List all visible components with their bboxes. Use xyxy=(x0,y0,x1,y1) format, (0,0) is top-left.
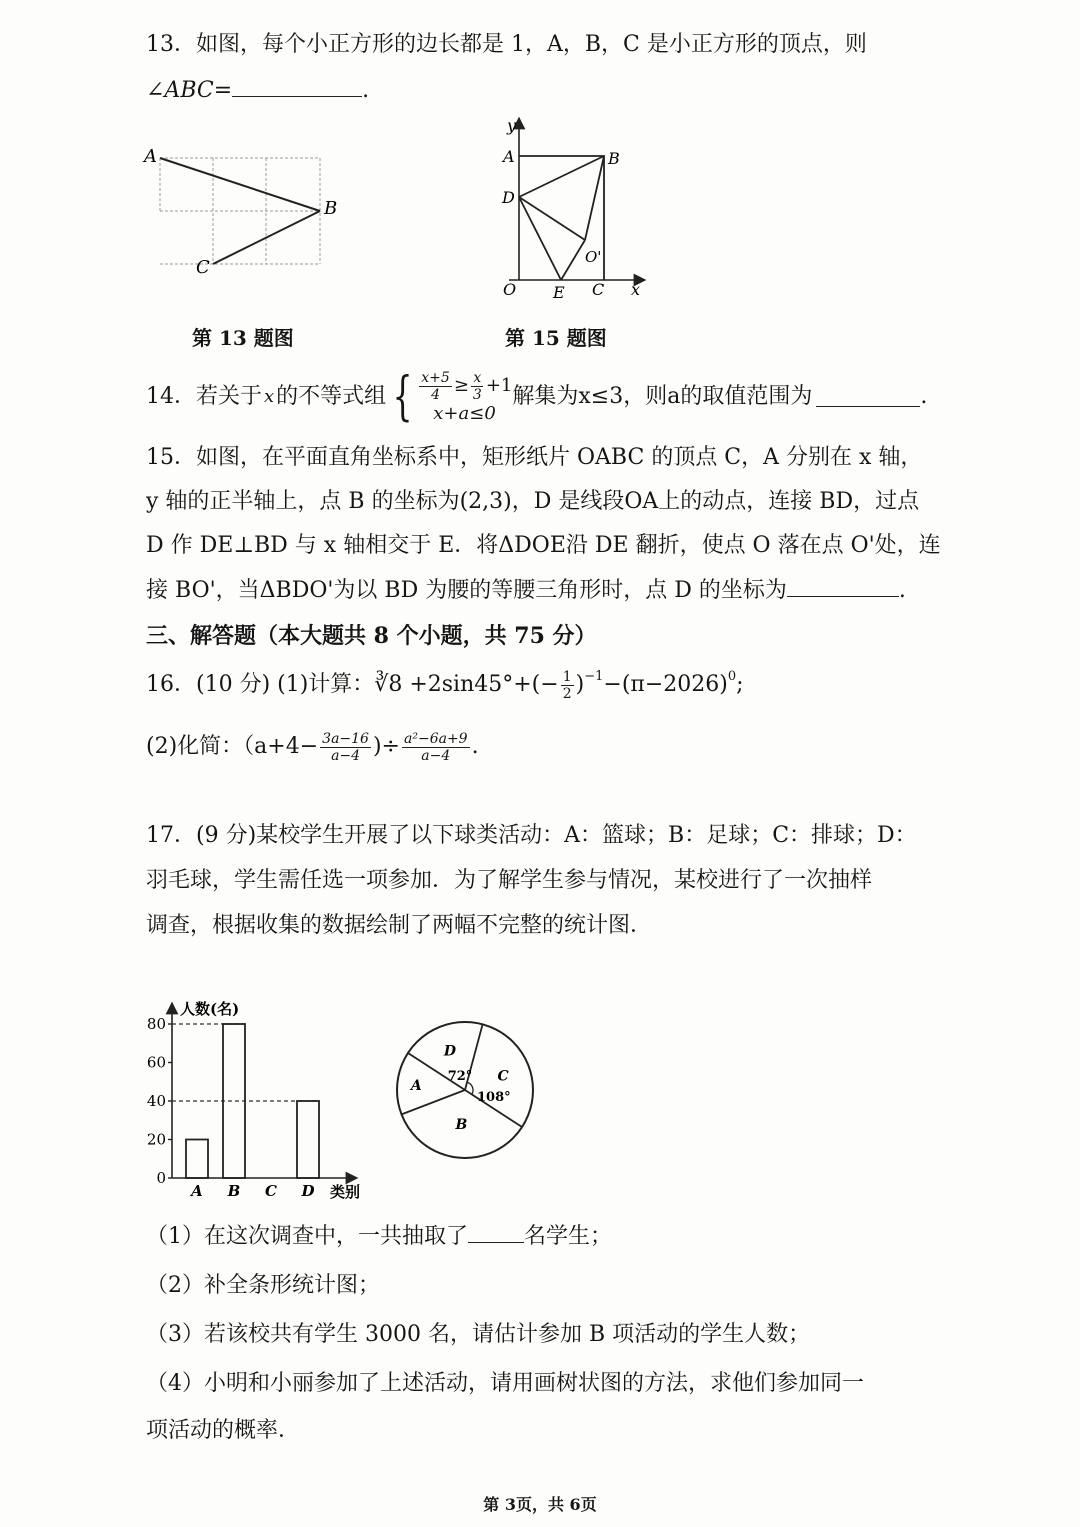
q16-part2-prefix: (2)化简：（a+4− xyxy=(146,734,319,759)
fig13-caption: 第 13 题图 xyxy=(192,326,294,350)
fig15-caption: 第 15 题图 xyxy=(505,326,607,350)
q17-line3: 调查，根据收集的数据绘制了两幅不完整的统计图． xyxy=(146,913,653,938)
figure-15 xyxy=(495,115,655,305)
fig15-label-b: B xyxy=(608,149,620,168)
pie-angle-label-d: 72° xyxy=(447,1069,473,1084)
bar-y-tick-label: 0 xyxy=(156,1169,166,1187)
q16-part2 xyxy=(146,726,479,768)
fig15-label-e: E xyxy=(553,283,565,302)
bar-y-label: 人数(名) xyxy=(180,1000,240,1018)
q14-ge: ≥ xyxy=(453,375,469,396)
bar-y-tick-label: 40 xyxy=(146,1092,166,1110)
q17-sub1-prefix: （1）在这次调查中，一共抽取了 xyxy=(146,1224,468,1249)
q13-line1: 13．如图，每个小正方形的边长都是 1，A，B，C 是小正方形的顶点，则 xyxy=(146,32,867,57)
figure-13 xyxy=(140,140,350,280)
q16-part2-frac1 xyxy=(320,731,371,764)
q14-end: . xyxy=(920,384,928,409)
q17-line1: 17．(9 分)某校学生开展了以下球类活动：A：篮球；B：足球；C：排球；D： xyxy=(146,823,917,848)
fig15-label-y: y xyxy=(507,116,517,135)
fig13-segment-ab xyxy=(160,158,320,211)
q15-answer-blank[interactable] xyxy=(787,578,899,597)
q16-part1-expr-a: ∛8 +2sin45°+(− xyxy=(374,672,559,697)
q16-part1-exp2: 0 xyxy=(727,669,737,684)
q15-line1: 15．如图，在平面直角坐标系中，矩形纸片 OABC 的顶点 C，A 分别在 x 轴， xyxy=(146,445,923,470)
bar-chart xyxy=(130,990,380,1205)
fig15-label-o-prime: O' xyxy=(585,248,602,266)
q14-frac1 xyxy=(419,370,452,403)
page-footer: 第 3页，共 6页 xyxy=(483,1495,597,1514)
q16-part2-frac1-num: 3a−16 xyxy=(322,730,369,747)
q17-sub1-blank[interactable] xyxy=(468,1224,524,1243)
q16-part1-exp: −1 xyxy=(584,669,604,684)
q13-answer-blank[interactable] xyxy=(232,78,362,97)
q14-frac2-den: 3 xyxy=(472,386,482,403)
fig15-segment-de xyxy=(519,197,561,280)
q17-sub3: （3）若该校共有学生 3000 名，请估计参加 B 项活动的学生人数； xyxy=(146,1322,811,1347)
q14-row2: x+a≤0 xyxy=(433,402,496,424)
q16-part2-mid: )÷ xyxy=(372,734,400,759)
q14-frac1-num: x+5 xyxy=(421,369,450,386)
fig13-label-a: A xyxy=(144,146,157,167)
bar-category-label: B xyxy=(227,1182,241,1200)
fig15-label-x: x xyxy=(631,280,641,299)
q16-part1-prefix: 16．(10 分) (1)计算： xyxy=(146,672,375,697)
fig15-segment-bo-prime xyxy=(585,156,604,240)
q17-sub4-line1: （4）小明和小丽参加了上述活动，请用画树状图的方法，求他们参加同一 xyxy=(146,1371,864,1396)
q14-after: 解集为x≤3，则a的取值范围为 xyxy=(512,384,813,409)
pie-angle-label-c: 108° xyxy=(477,1090,511,1105)
bar-category-label: D xyxy=(301,1182,315,1200)
pie-chart xyxy=(390,1015,540,1165)
q13-angle: ∠ABC= xyxy=(146,78,233,103)
q16-part2-end: . xyxy=(471,734,479,759)
q16-part2-frac2-den: a−4 xyxy=(421,747,451,764)
fig15-label-o: O xyxy=(503,280,517,299)
fig15-segment-eo-prime xyxy=(561,240,585,280)
bar-category-label: A xyxy=(191,1182,203,1200)
q14-prefix: 14．若关于 xyxy=(146,384,262,409)
q16-part2-frac2 xyxy=(402,731,470,764)
q17-line2: 羽毛球，学生需任选一项参加．为了解学生参与情况，某校进行了一次抽样 xyxy=(146,868,873,893)
q14-inequality-system xyxy=(386,367,513,427)
q14-brace: { xyxy=(392,367,413,427)
q17-sub2: （2）补全条形统计图； xyxy=(146,1273,380,1298)
q17-sub4-line2: 项活动的概率． xyxy=(146,1418,301,1443)
section3-heading: 三、解答题（本大题共 8 个小题，共 75 分） xyxy=(146,623,597,649)
q16-part2-frac1-den: a−4 xyxy=(331,747,361,764)
pie-label-b: B xyxy=(455,1116,468,1133)
q17-sub1-suffix: 名学生； xyxy=(524,1224,613,1249)
bar-x-label: 类别 xyxy=(330,1183,361,1201)
pie-label-a: A xyxy=(410,1077,422,1094)
q14-frac2-num: x xyxy=(473,369,482,386)
q15-line3: D 作 DE⊥BD 与 x 轴相交于 E．将ΔDOE沿 DE 翻折，使点 O 落在点 O'处，连 xyxy=(146,533,941,558)
bar-y-tick-label: 80 xyxy=(146,1015,166,1033)
q15-line4 xyxy=(146,576,906,606)
q16-part1-frac-den: 2 xyxy=(562,685,572,702)
q16-part1-end: ; xyxy=(736,672,744,697)
bar-category-label: C xyxy=(265,1182,277,1200)
fig13-label-c: C xyxy=(196,257,210,278)
bar-a xyxy=(186,1140,208,1179)
fig15-label-c: C xyxy=(592,280,605,299)
q15-end: . xyxy=(898,578,906,603)
q16-part1 xyxy=(146,664,744,706)
q16-part1-frac xyxy=(561,669,574,702)
fig15-label-a: A xyxy=(503,147,515,166)
q14-var-x: x xyxy=(264,386,275,407)
fig13-grid xyxy=(160,158,320,264)
q15-line2: y 轴的正半轴上，点 B 的坐标为(2,3)，D 是线段OA上的动点，连接 BD，过点 xyxy=(146,489,920,514)
q14-frac2 xyxy=(471,370,484,403)
q14-answer-blank[interactable] xyxy=(816,388,920,407)
q16-part1-frac-num: 1 xyxy=(562,668,572,685)
bar-y-tick-label: 20 xyxy=(146,1130,166,1149)
q16-part1-expr-c: −(π−2026) xyxy=(603,672,728,697)
fig13-label-b: B xyxy=(324,198,338,219)
bar-y-tick-label: 60 xyxy=(146,1053,166,1072)
q13-line2 xyxy=(146,76,369,106)
bar-d xyxy=(297,1101,319,1178)
q14 xyxy=(146,366,927,428)
q14-frac1-den: 4 xyxy=(431,386,440,403)
q17-sub1 xyxy=(146,1222,612,1252)
pie-label-c: C xyxy=(497,1068,509,1085)
q16-part1-expr-b: ) xyxy=(575,672,585,697)
bar-b xyxy=(223,1024,245,1178)
pie-label-d: D xyxy=(443,1043,456,1060)
q14-plus-one: +1 xyxy=(485,375,513,396)
fig15-label-d: D xyxy=(502,188,515,207)
q13-end: . xyxy=(362,78,370,103)
q14-mid: 的不等式组 xyxy=(276,384,387,409)
q15-line4-text: 接 BO'，当ΔBDO'为以 BD 为腰的等腰三角形时，点 D 的坐标为 xyxy=(146,578,787,603)
q16-part2-frac2-num: a²−6a+9 xyxy=(404,730,468,747)
fig15-segment-bd xyxy=(519,156,604,197)
